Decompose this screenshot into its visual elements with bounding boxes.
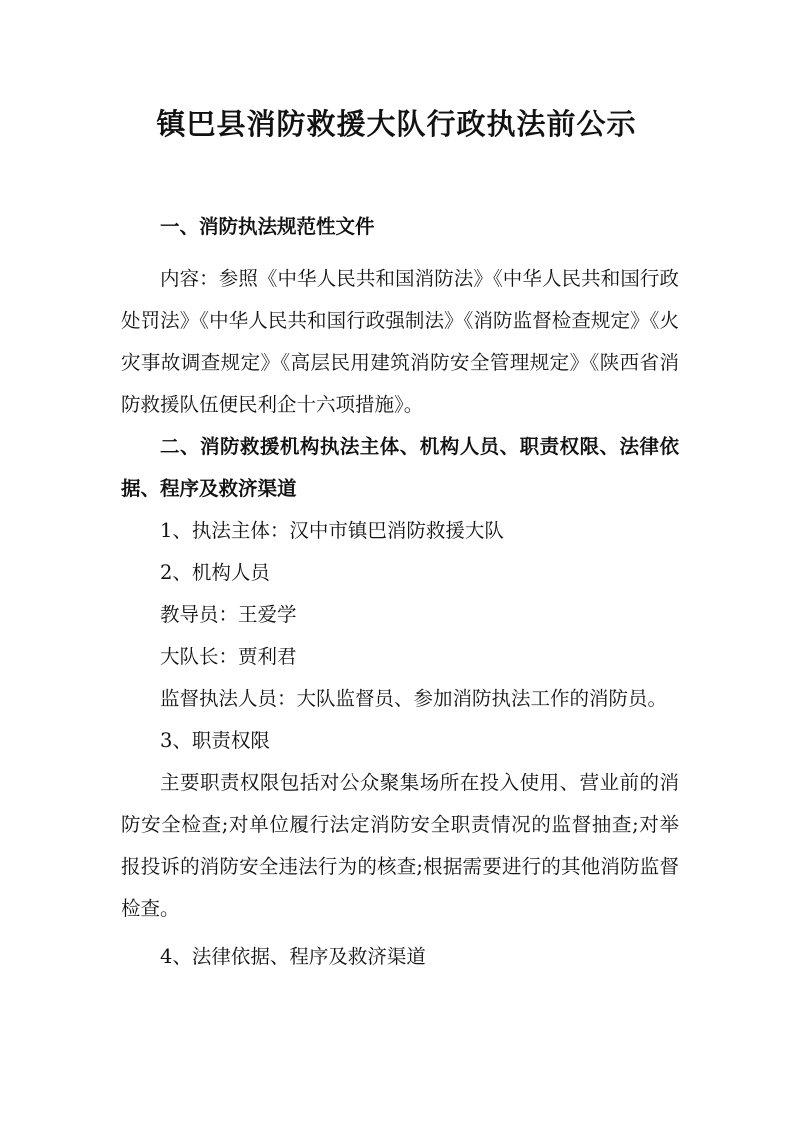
paragraph-supervisors: 监督执法人员：大队监督员、参加消防执法工作的消防员。 [160,687,668,710]
paragraph-enforcement-subject: 1、执法主体：汉中市镇巴消防救援大队 [160,519,504,542]
paragraph-content: 内容：参照《中华人民共和国消防法》《中华人民共和国行政处罚法》《中华人民共和国行政强制法》《消防监督检查规定》《火灾事故调查规定》《高层民用建筑消防安全管理规定》《陕西省消防救援队伍便民利企十六项措施》。 [121,267,679,416]
paragraph-duties: 主要职责权限包括对公众聚集场所在投入使用、营业前的消防安全检查;对单位履行法定消防安全职责情况的监督抽查;对举报投诉的消防安全违法行为的核查;根据需要进行的其他消防监督检查。 [121,771,679,920]
section-heading-1: 一、消防执法规范性文件 [160,215,375,238]
paragraph-legal-basis: 4、法律依据、程序及救济渠道 [160,945,426,968]
paragraph-instructor: 教导员：王爱学 [160,603,297,626]
paragraph-captain: 大队长：贾利君 [160,645,297,668]
paragraph-duties-heading: 3、职责权限 [160,729,270,752]
page-title: 镇巴县消防救援大队行政执法前公示 [156,107,637,141]
section-heading-2: 二、消防救援机构执法主体、机构人员、职责权限、法律依据、程序及救济渠道 [121,435,679,500]
paragraph-personnel: 2、机构人员 [160,561,270,584]
document-body [121,206,679,978]
